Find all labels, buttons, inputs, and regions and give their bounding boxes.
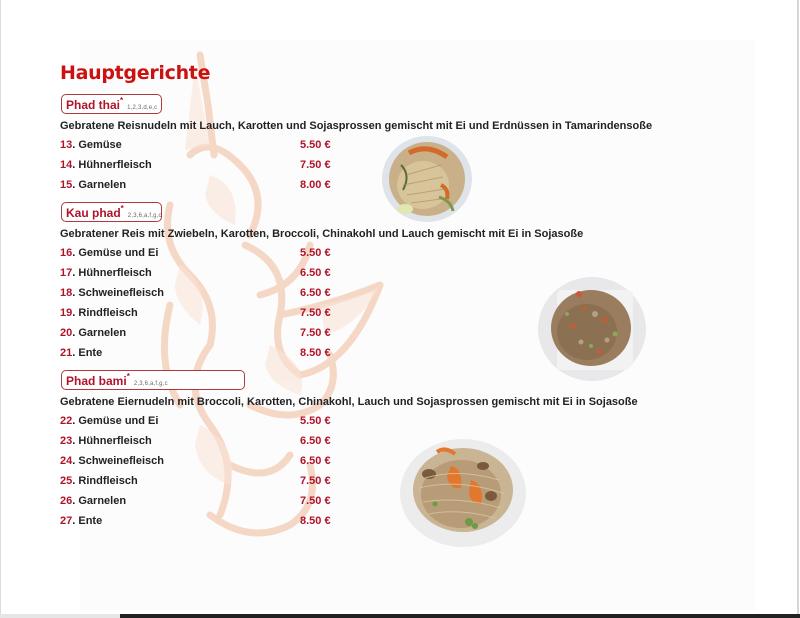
item-price: 6.50 € — [300, 267, 331, 279]
page-title: Hauptgerichte — [60, 62, 211, 84]
item-number: 15 — [60, 179, 73, 191]
menu-item: 19. Rindfleisch 7.50 € — [60, 307, 331, 319]
category-allergens: 1,2,3,d,e,c — [127, 105, 158, 111]
category-description: Gebratener Reis mit Zwiebeln, Karotten, Broccoli, Chinakohl und Lauch gemischt mit Ei in Sojasoße — [60, 228, 584, 240]
item-name: Hühnerfleisch — [78, 435, 152, 447]
item-price: 5.50 € — [300, 247, 331, 259]
category-name: Phad thai — [66, 98, 121, 112]
item-price: 6.50 € — [300, 287, 331, 299]
item-price: 6.50 € — [300, 435, 331, 447]
item-number: 19 — [60, 307, 73, 319]
item-number: 23 — [60, 435, 73, 447]
item-number: 26 — [60, 495, 73, 507]
item-number: 21 — [60, 347, 73, 359]
item-name: Gemüse — [78, 139, 122, 151]
item-price: 8.50 € — [300, 347, 331, 359]
item-number: 16 — [60, 247, 73, 259]
menu-item: 14. Hühnerfleisch 7.50 € — [60, 159, 331, 171]
category-star: * — [126, 372, 130, 381]
bottom-edge-bar — [120, 614, 800, 618]
item-price: 5.50 € — [300, 139, 331, 151]
category-allergens: 2,3,6,a,f,g,c — [127, 213, 162, 219]
item-price: 5.50 € — [300, 415, 331, 427]
menu-item: 16. Gemüse und Ei 5.50 € — [60, 247, 331, 259]
item-number: 13 — [60, 139, 73, 151]
category-allergens: 2,3,6,a,f,g,c — [133, 381, 168, 387]
frame-border — [0, 0, 1, 614]
item-name: Rindfleisch — [78, 475, 138, 487]
item-price: 7.50 € — [300, 495, 331, 507]
item-price: 8.00 € — [300, 179, 331, 191]
menu-item: 26. Garnelen 7.50 € — [60, 495, 331, 507]
item-number: 24 — [60, 455, 73, 467]
menu-item: 15. Garnelen 8.00 € — [60, 179, 331, 191]
item-name: Schweinefleisch — [78, 287, 164, 299]
item-price: 7.50 € — [300, 159, 331, 171]
item-name: Garnelen — [78, 327, 127, 339]
bottom-scrollbar-track — [0, 614, 120, 618]
category-description: Gebratene Eiernudeln mit Broccoli, Karotten, Chinakohl, Lauch und Sojasprossen gemischt mit Ei in Sojasoße — [60, 396, 638, 408]
phad-bami-dish-image — [399, 438, 527, 548]
category-box-kau-phad — [61, 202, 162, 222]
menu-item: 24. Schweinefleisch 6.50 € — [60, 455, 331, 467]
item-price: 6.50 € — [300, 455, 331, 467]
item-name: Ente — [78, 347, 103, 359]
item-number: 17 — [60, 267, 73, 279]
category-star: * — [120, 96, 124, 105]
menu-item: 20. Garnelen 7.50 € — [60, 327, 331, 339]
item-name: Ente — [78, 515, 103, 527]
menu-item: 25. Rindfleisch 7.50 € — [60, 475, 331, 487]
item-name: Garnelen — [78, 495, 127, 507]
item-price: 7.50 € — [300, 327, 331, 339]
menu-item: 22. Gemüse und Ei 5.50 € — [60, 415, 331, 427]
item-name: Gemüse und Ei — [78, 415, 159, 427]
item-number: 22 — [60, 415, 73, 427]
menu-item: 18. Schweinefleisch 6.50 € — [60, 287, 331, 299]
item-name: Garnelen — [78, 179, 127, 191]
phad-thai-dish-image — [381, 135, 473, 223]
menu-item: 27. Ente 8.50 € — [60, 515, 331, 527]
category-box-phad-thai — [61, 94, 162, 114]
item-name: Rindfleisch — [78, 307, 138, 319]
item-number: 27 — [60, 515, 73, 527]
menu-item: 13. Gemüse 5.50 € — [60, 139, 331, 151]
category-box-phad-bami — [61, 370, 245, 390]
menu-item: 17. Hühnerfleisch 6.50 € — [60, 267, 331, 279]
item-number: 18 — [60, 287, 73, 299]
item-name: Gemüse und Ei — [78, 247, 159, 259]
category-name: Kau phad — [66, 206, 121, 220]
item-name: Hühnerfleisch — [78, 267, 152, 279]
category-star: * — [120, 204, 124, 213]
item-price: 7.50 € — [300, 475, 331, 487]
menu-item: 23. Hühnerfleisch 6.50 € — [60, 435, 331, 447]
item-number: 20 — [60, 327, 73, 339]
kau-phad-dish-image — [537, 276, 647, 382]
item-number: 25 — [60, 475, 73, 487]
category-description: Gebratene Reisnudeln mit Lauch, Karotten und Sojasprossen gemischt mit Ei und Erdnüssen in Tamarindensoße — [60, 120, 653, 132]
item-price: 7.50 € — [300, 307, 331, 319]
item-name: Schweinefleisch — [78, 455, 164, 467]
item-number: 14 — [60, 159, 73, 171]
category-name: Phad bami — [66, 374, 127, 388]
menu-item: 21. Ente 8.50 € — [60, 347, 331, 359]
item-name: Hühnerfleisch — [78, 159, 152, 171]
item-price: 8.50 € — [300, 515, 331, 527]
